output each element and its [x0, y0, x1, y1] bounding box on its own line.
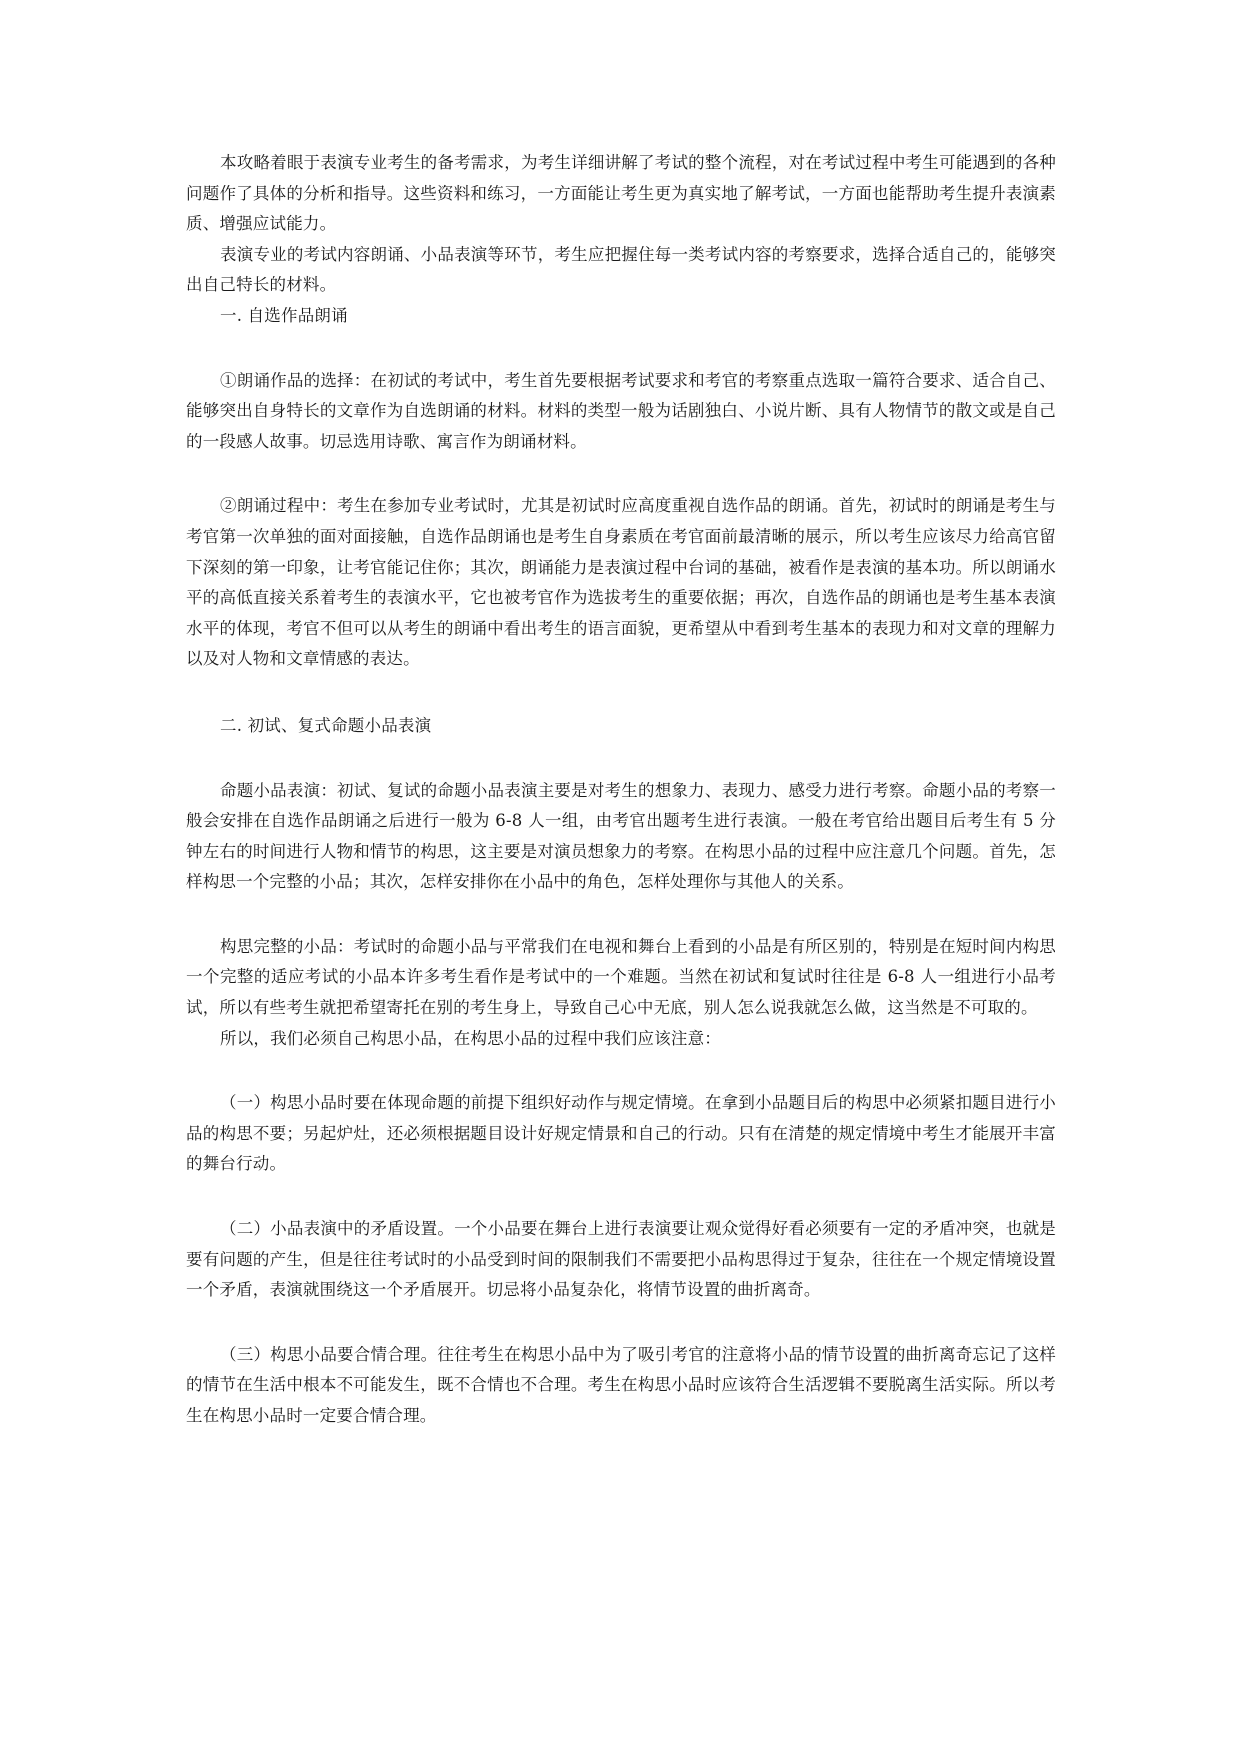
section-1-paragraph-2: ②朗诵过程中：考生在参加专业考试时，尤其是初试时应高度重视自选作品的朗诵。首先，初试时的朗诵是考生与考官第一次单独的面对面接触，自选作品朗诵也是考生自身素质在考官面前最清晰的展示，所以考生应该尽力给高官留下深刻的第一印象，让考官能记住你；其次，朗诵能力是表演过程中台词的基础，被看作是表演的基本功。所以朗诵水平的高低直接关系着考生的表演水平，它也被考官作为选拔考生的重要依据；再次，自选作品的朗诵也是考生基本表演水平的体现，考官不但可以从考生的朗诵中看出考生的语言面貌，更希望从中看到考生基本的表现力和对文章的理解力以及对人物和文章情感的表达。: [186, 496, 1056, 669]
spacer: [186, 457, 1056, 491]
section-1-heading: 一. 自选作品朗诵: [220, 305, 348, 325]
spacer: [186, 332, 1056, 366]
spacer: [186, 675, 1056, 711]
section-2-paragraph-1: 命题小品表演：初试、复试的命题小品表演主要是对考生的想象力、表现力、感受力进行考察。命题小品的考察一般会安排在自选作品朗诵之后进行一般为 6-8 人一组，由考官出题考生进行表演。一般在考官给出题目后考生有 5 分钟左右的时间进行人物和情节的构思，这主要是对演员想象力的考察。在构思小品的过程中应注意几个问题。首先，怎样构思一个完整的小品；其次，怎样安排你在小品中的角色，怎样处理你与其他人的关系。: [186, 780, 1056, 892]
intro-paragraph-1: 本攻略着眼于表演专业考生的备考需求，为考生详细讲解了考试的整个流程，对在考试过程中考生可能遇到的各种问题作了具体的分析和指导。这些资料和练习，一方面能让考生更为真实地了解考试，一方面也能帮助考生提升表演素质、增强应试能力。: [186, 153, 1056, 234]
section-1-paragraph-1: ①朗诵作品的选择：在初试的考试中，考生首先要根据考试要求和考官的考察重点选取一篇符合要求、适合自己、能够突出自身特长的文章作为自选朗诵的材料。材料的类型一般为话剧独白、小说片断、具有人物情节的散文或是自己的一段感人故事。切忌选用诗歌、寓言作为朗诵材料。: [186, 370, 1056, 451]
section-2-item-2: （二）小品表演中的矛盾设置。一个小品要在舞台上进行表演要让观众觉得好看必须要有一定的矛盾冲突，也就是要有问题的产生，但是往往考试时的小品受到时间的限制我们不需要把小品构思得过于复杂，往往在一个规定情境设置一个矛盾，表演就围绕这一个矛盾展开。切忌将小品复杂化，将情节设置的曲折离奇。: [186, 1219, 1056, 1300]
section-2-item-1: （一）构思小品时要在体现命题的前提下组织好动作与规定情境。在拿到小品题目后的构思中必须紧扣题目进行小品的构思不要；另起炉灶，还必须根据题目设计好规定情景和自己的行动。只有在清楚的规定情境中考生才能展开丰富的舞台行动。: [186, 1093, 1056, 1174]
section-2-heading: 二. 初试、复式命题小品表演: [220, 715, 432, 735]
section-2-item-3: （三）构思小品要合情合理。往往考生在构思小品中为了吸引考官的注意将小品的情节设置的曲折离奇忘记了这样的情节在生活中根本不可能发生，既不合情也不合理。考生在构思小品时应该符合生活逻辑不要脱离生活实际。所以考生在构思小品时一定要合情合理。: [186, 1344, 1056, 1425]
intro-paragraph-2: 表演专业的考试内容朗诵、小品表演等环节，考生应把握住每一类考试内容的考察要求，选择合适自己的，能够突出自己特长的材料。: [186, 244, 1056, 295]
spacer: [186, 1306, 1056, 1340]
spacer: [186, 898, 1056, 932]
section-2-paragraph-2: 构思完整的小品：考试时的命题小品与平常我们在电视和舞台上看到的小品是有所区别的，特别是在短时间内构思一个完整的适应考试的小品本许多考生看作是考试中的一个难题。当然在初试和复试时往往是 6-8 人一组进行小品考试，所以有些考生就把希望寄托在别的考生身上，导致自己心中无底，别人怎么说我就怎么做，这当然是不可取的。: [186, 936, 1056, 1018]
spacer: [186, 742, 1056, 776]
spacer: [186, 1180, 1056, 1214]
section-2-paragraph-3: 所以，我们必须自己构思小品，在构思小品的过程中我们应该注意：: [220, 1028, 721, 1048]
spacer: [186, 1054, 1056, 1088]
document-body: [186, 148, 1056, 1432]
